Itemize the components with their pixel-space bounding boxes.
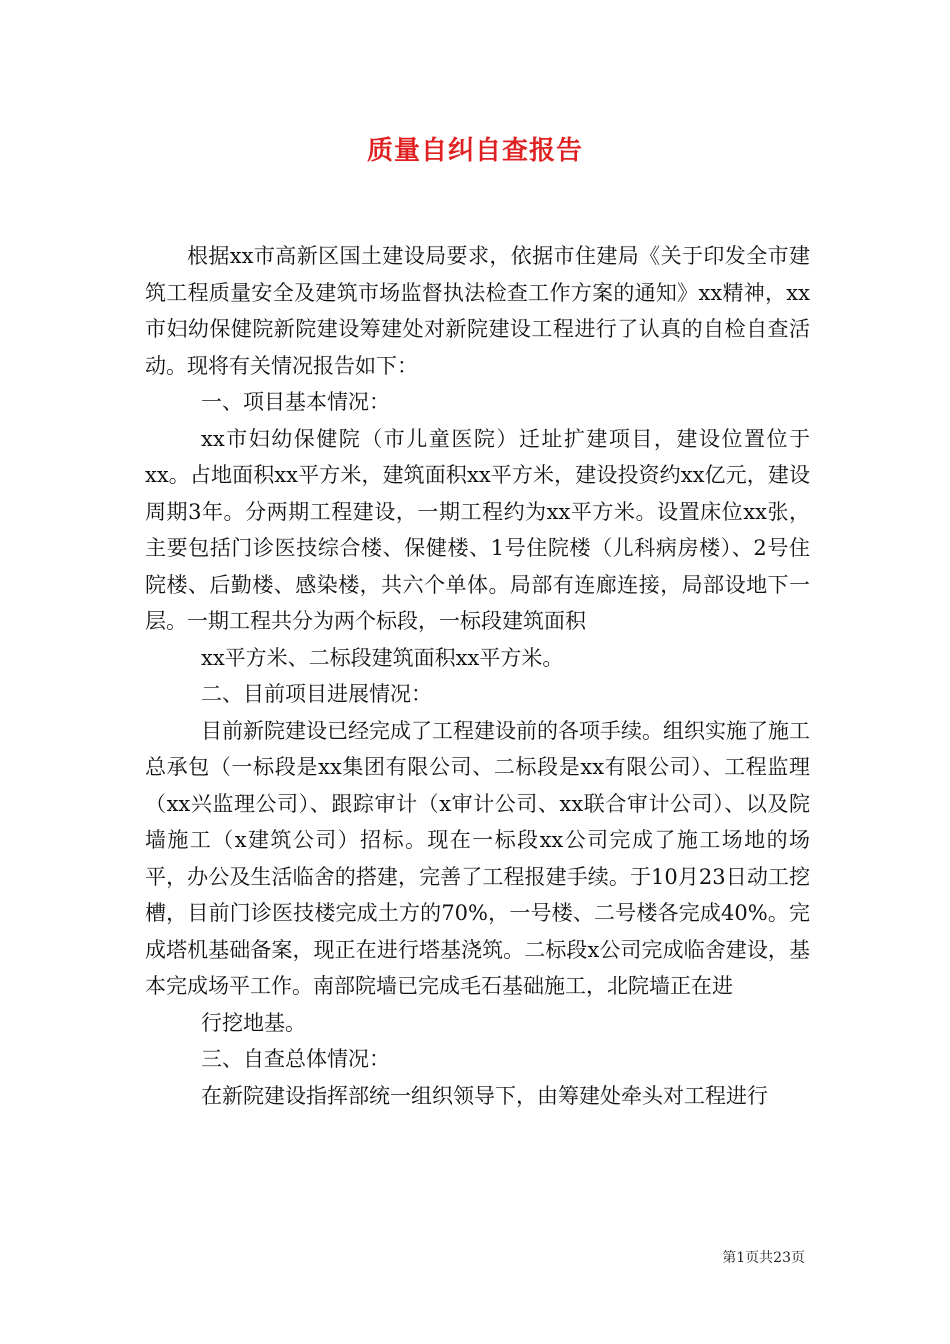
paragraph-progress-end: 行挖地基。 <box>201 1010 306 1035</box>
paragraph-progress: 目前新院建设已经完成了工程建设前的各项手续。组织实施了施工总承包（一标段是xx集团有限公司、二标段是xx有限公司）、工程监理（xx兴监理公司）、跟踪审计（x审计公司、xx联合审计公司）、以及院墙施工（x建筑公司）招标。现在一标段xx公司完成了施工场地的场平，办公及生活临舍的搭建，完善了工程报建手续。于10月23日动工挖槽，目前门诊医技楼完成土方的70%，一号楼、二号楼各完成40%。完成塔机基础备案，现正在进行塔基浇筑。二标段x公司完成临舍建设，基本完成场平工作。南部院墙已完成毛石基础施工，北院墙正在进 <box>145 718 810 998</box>
heading-progress: 二、目前项目进展情况： <box>201 682 432 706</box>
document-title: 质量自纠自查报告 <box>366 136 583 166</box>
paragraph-self-check: 在新院建设指挥部统一组织领导下，由筹建处牵头对工程进行 <box>201 1083 768 1108</box>
document-body <box>145 238 810 1114</box>
page-number: 第1页共23页 <box>722 1250 805 1266</box>
paragraph-project-basics: xx市妇幼保健院（市儿童医院）迁址扩建项目，建设位置位于xx。占地面积xx平方米，建筑面积xx平方米，建设投资约xx亿元，建设周期3年。分两期工程建设，一期工程约为xx平方米。设置床位xx张，主要包括门诊医技综合楼、保健楼、1号住院楼（儿科病房楼）、2号住院楼、后勤楼、感染楼，共六个单体。局部有连廊连接，局部设地下一层。一期工程共分为两个标段，一标段建筑面积 <box>145 426 810 633</box>
paragraph-project-area: xx平方米、二标段建筑面积xx平方米。 <box>201 645 564 670</box>
heading-project-basics: 一、项目基本情况： <box>201 390 390 414</box>
paragraph-intro: 根据xx市高新区国土建设局要求，依据市住建局《关于印发全市建筑工程质量安全及建筑市场监督执法检查工作方案的通知》xx精神，xx市妇幼保健院新院建设筹建处对新院建设工程进行了认真的自检自查活动。现将有关情况报告如下： <box>145 244 810 378</box>
heading-self-check: 三、自查总体情况： <box>201 1047 390 1071</box>
